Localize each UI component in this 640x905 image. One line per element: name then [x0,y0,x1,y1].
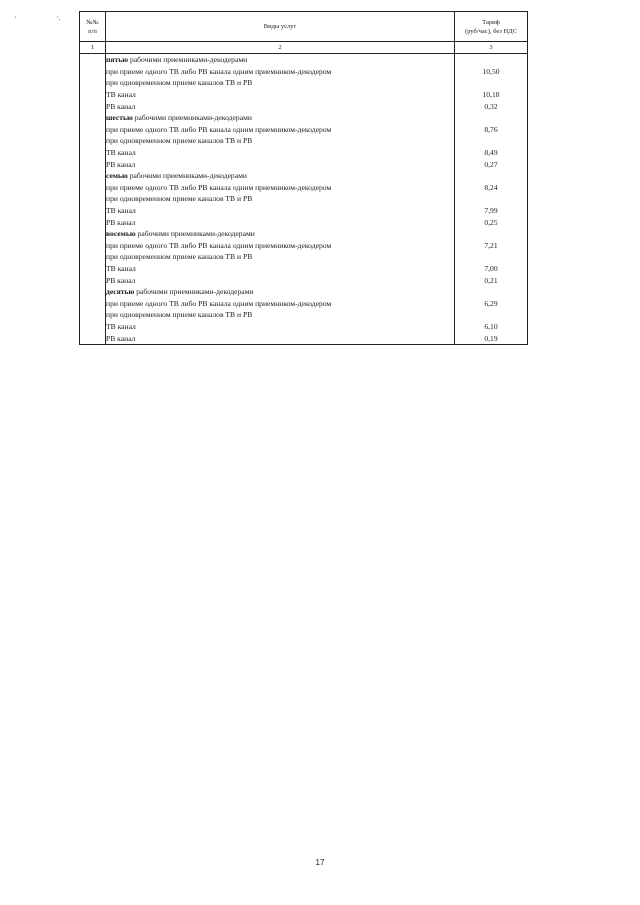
row-text: рабочими приемниками-декодерами [136,287,254,297]
row-number-cell [80,77,106,89]
header-number-line1: №№ [86,18,99,26]
group-heading [106,170,455,182]
table-row [80,216,528,228]
row-number-cell [80,228,106,240]
table-row [80,309,528,321]
row-text: при одновременном приеме каналов ТВ и РВ [106,252,253,262]
service-description [106,158,455,170]
service-description [106,66,455,78]
service-description [106,100,455,112]
row-text: РВ канал [106,333,136,343]
row-text: рабочими приемниками-декодерами [134,113,252,123]
table-row [80,286,528,298]
service-description [106,332,455,344]
tariff-value: 0,32 [455,100,528,112]
header-tariff-cell [455,12,528,42]
row-number-cell [80,286,106,298]
table-row [80,66,528,78]
tariff-value: 10,18 [455,89,528,101]
table-row [80,158,528,170]
row-number-cell [80,182,106,194]
row-text: рабочими приемниками-декодерами [129,55,248,65]
row-text: при одновременном приеме каналов ТВ и РВ [106,310,253,320]
header-number-line2: п/п [88,27,97,35]
column-numbers-row [80,42,528,54]
table-row [80,240,528,252]
row-text: ТВ канал [106,263,136,273]
tariff-value: 7,00 [455,263,528,275]
service-description [106,240,455,252]
row-text: РВ канал [106,101,136,111]
row-text: рабочими приемниками-декодерами [137,229,255,239]
table-row [80,274,528,286]
group-heading [106,228,455,240]
row-text: РВ канал [106,275,136,285]
group-heading-emphasis: пятью [106,55,129,65]
tariff-value [455,309,528,321]
row-text: при приеме одного ТВ либо РВ канала одним приемником-декодером [106,66,332,76]
tariff-value: 0,19 [455,332,528,344]
service-description [106,216,455,228]
tariff-value [455,286,528,298]
service-description [106,193,455,205]
scan-mark-right: ·. [56,13,61,22]
service-description [106,124,455,136]
row-number-cell [80,321,106,333]
tariff-value [455,54,528,66]
header-services: Виды услуг [106,12,455,42]
table-row [80,54,528,66]
table-row [80,205,528,217]
row-number-cell [80,193,106,205]
service-description [106,274,455,286]
header-number-cell [80,12,106,42]
tariff-table [79,11,528,345]
row-number-cell [80,112,106,124]
tariff-value [455,170,528,182]
service-description [106,321,455,333]
table-row [80,251,528,263]
column-number-2: 2 [106,42,455,54]
tariff-value: 7,21 [455,240,528,252]
group-heading [106,112,455,124]
tariff-value [455,77,528,89]
table-row [80,332,528,344]
row-number-cell [80,100,106,112]
row-text: при одновременном приеме каналов ТВ и РВ [106,136,253,146]
table-header-row [80,12,528,42]
table-row [80,193,528,205]
row-number-cell [80,240,106,252]
column-number-3: 3 [455,42,528,54]
tariff-value: 0,27 [455,158,528,170]
row-text: при одновременном приеме каналов ТВ и РВ [106,194,253,204]
group-heading-emphasis: шестью [106,113,133,123]
table-row [80,321,528,333]
table-row [80,112,528,124]
row-number-cell [80,54,106,66]
tariff-value: 6,10 [455,321,528,333]
row-number-cell [80,170,106,182]
row-number-cell [80,216,106,228]
row-number-cell [80,135,106,147]
row-number-cell [80,89,106,101]
service-description [106,147,455,159]
table-row [80,147,528,159]
table-row [80,182,528,194]
row-text: ТВ канал [106,321,136,331]
tariff-value [455,112,528,124]
row-text: при приеме одного ТВ либо РВ канала одним приемником-декодером [106,298,332,308]
tariff-value: 8,24 [455,182,528,194]
table-row [80,135,528,147]
tariff-value: 7,99 [455,205,528,217]
row-text: при приеме одного ТВ либо РВ канала одним приемником-декодером [106,240,332,250]
row-number-cell [80,66,106,78]
group-heading [106,54,455,66]
group-heading-emphasis: десятью [106,287,135,297]
row-number-cell [80,147,106,159]
row-text: при одновременном приеме каналов ТВ и РВ [106,78,253,88]
table-row [80,77,528,89]
column-number-1: 1 [80,42,106,54]
row-text: при приеме одного ТВ либо РВ канала одним приемником-декодером [106,182,332,192]
scan-mark-left: · [14,13,17,22]
group-heading [106,286,455,298]
table-row [80,170,528,182]
header-tariff-line2: (руб/час), без НДС [465,27,517,35]
table-row [80,228,528,240]
table-row [80,263,528,275]
row-text: ТВ канал [106,206,136,216]
row-text: ТВ канал [106,90,136,100]
row-text: рабочими приемниками-декодерами [129,171,247,181]
tariff-value: 10,50 [455,66,528,78]
row-text: при приеме одного ТВ либо РВ канала одним приемником-декодером [106,124,332,134]
row-number-cell [80,205,106,217]
service-description [106,251,455,263]
tariff-value: 8,76 [455,124,528,136]
row-number-cell [80,124,106,136]
tariff-value: 8,49 [455,147,528,159]
tariff-value [455,193,528,205]
service-description [106,297,455,309]
tariff-value [455,228,528,240]
row-text: ТВ канал [106,148,136,158]
table-row [80,297,528,309]
service-description [106,77,455,89]
table-row [80,89,528,101]
page-number: 17 [315,858,325,867]
table-row [80,100,528,112]
service-description [106,182,455,194]
row-number-cell [80,263,106,275]
row-number-cell [80,297,106,309]
row-number-cell [80,332,106,344]
row-number-cell [80,251,106,263]
tariff-value: 0,21 [455,274,528,286]
row-text: РВ канал [106,217,136,227]
group-heading-emphasis: семью [106,171,128,181]
service-description [106,135,455,147]
row-text: РВ канал [106,159,136,169]
tariff-value: 6,29 [455,297,528,309]
row-number-cell [80,274,106,286]
header-tariff-line1: Тариф [482,18,500,26]
service-description [106,309,455,321]
tariff-value [455,251,528,263]
service-description [106,263,455,275]
tariff-value [455,135,528,147]
row-number-cell [80,158,106,170]
row-number-cell [80,309,106,321]
service-description [106,89,455,101]
group-heading-emphasis: восемью [106,229,136,239]
table-row [80,124,528,136]
service-description [106,205,455,217]
tariff-value: 0,25 [455,216,528,228]
